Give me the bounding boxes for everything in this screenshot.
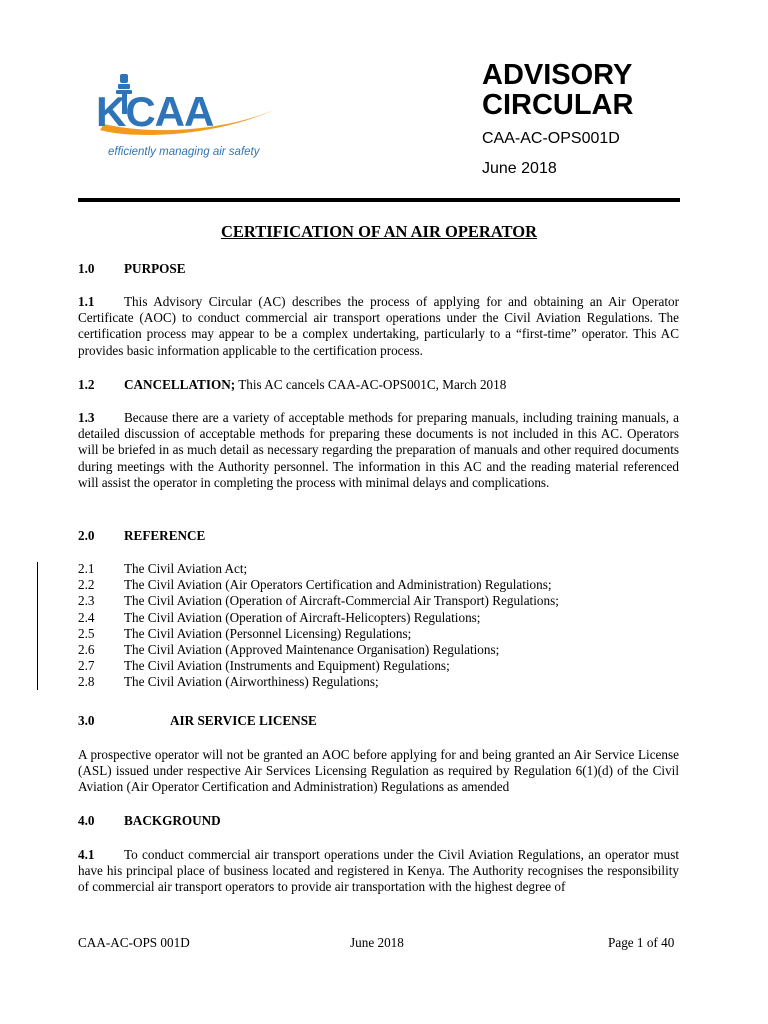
reference-number: 2.4	[78, 609, 95, 625]
reference-text: The Civil Aviation (Operation of Aircraft-Helicopters) Regulations;	[124, 609, 481, 625]
reference-text: The Civil Aviation Act;	[124, 561, 248, 576]
paragraph-number: 1.3	[78, 410, 95, 425]
section-title: REFERENCE	[124, 528, 206, 543]
paragraph-text: Because there are a variety of acceptable methods for preparing manuals, including training manuals, a detailed discussion of acceptable methods for preparing these documents is not included in this AC. Operators will be briefed in as much detail as necessary regarding the preparation of manuals and other required documents during meetings with the Authority personnel. The information in this AC and the reading material referenced will assist the operator in completing the process with minimal delays and complications.	[78, 410, 679, 490]
section-title: AIR SERVICE LICENSE	[170, 713, 317, 728]
document-title: CERTIFICATION OF AN AIR OPERATOR	[220, 222, 537, 241]
section-3-paragraph: A prospective operator will not be granted an AOC before applying for and being granted an Air Service License (ASL) issued under respective Air Services Licensing Regulation as required by Regulation 6(1)(d) of the Civil Aviation (Air Operator Certification and Administration) Regulations as amended	[78, 747, 679, 795]
reference-item	[78, 658, 679, 674]
reference-text: The Civil Aviation (Personnel Licensing) Regulations;	[124, 625, 412, 641]
reference-number: 2.2	[78, 577, 95, 593]
section-title: BACKGROUND	[124, 813, 221, 828]
reference-text: The Civil Aviation (Airworthiness) Regulations;	[124, 674, 379, 690]
change-bar	[37, 562, 38, 690]
reference-list	[78, 561, 679, 691]
reference-item	[78, 577, 679, 593]
logo-tagline: efficiently managing air safety	[108, 146, 260, 158]
reference-item	[78, 561, 679, 577]
footer-page-number: Page 1 of 40	[608, 935, 675, 950]
header-date: June 2018	[482, 160, 557, 177]
reference-number: 2.8	[78, 674, 95, 690]
reference-item	[78, 674, 679, 690]
reference-item	[78, 610, 679, 626]
paragraph-text: This AC cancels CAA-AC-OPS001C, March 2018	[235, 377, 507, 392]
paragraph-number: 1.2	[78, 377, 95, 392]
header-title-line1: ADVISORY	[482, 59, 633, 91]
kcaa-logo	[96, 70, 286, 165]
reference-item	[78, 593, 679, 609]
paragraph-number: 4.1	[78, 847, 95, 862]
header-code: CAA-AC-OPS001D	[482, 130, 620, 147]
paragraph-4-1	[78, 847, 679, 896]
reference-item	[78, 642, 679, 658]
section-number: 4.0	[78, 813, 95, 828]
footer-code: CAA-AC-OPS 001D	[78, 935, 190, 950]
section-number: 1.0	[78, 261, 95, 276]
reference-number: 2.6	[78, 642, 95, 658]
reference-text: The Civil Aviation (Operation of Aircraft-Commercial Air Transport) Regulations;	[124, 593, 559, 609]
section-number: 3.0	[78, 713, 95, 728]
paragraph-number: 1.1	[78, 294, 95, 309]
paragraph-text: This Advisory Circular (AC) describes the process of applying for and obtaining an Air Operator Certificate (AOC) to conduct commercial air transport operations under the Civil Aviation Regulations. The certification process may appear to be a complex undertaking, particularly to a “first-time” operator. This AC provides basic information applicable to the certification process.	[78, 294, 679, 358]
reference-text: The Civil Aviation (Instruments and Equipment) Regulations;	[124, 658, 450, 674]
header-title	[482, 60, 633, 120]
cancellation-label: CANCELLATION;	[124, 377, 236, 392]
reference-number: 2.5	[78, 625, 95, 641]
section-1-heading	[78, 261, 679, 277]
section-title: PURPOSE	[124, 261, 186, 276]
header-title-line2: CIRCULAR	[482, 89, 634, 121]
section-2-heading	[78, 528, 679, 544]
reference-item	[78, 626, 679, 642]
reference-number: 2.3	[78, 593, 95, 609]
paragraph-1-2	[78, 377, 679, 393]
reference-number: 2.7	[78, 658, 95, 674]
paragraph-1-1	[78, 294, 679, 359]
reference-number: 2.1	[78, 561, 95, 576]
section-4-heading	[78, 813, 679, 829]
paragraph-text: To conduct commercial air transport operations under the Civil Aviation Regulations, an operator must have his principal place of business located and registered in Kenya. The Authority recognises the responsibility of commercial air transport operators to provide air transportation with the highest degree of	[78, 847, 679, 895]
reference-text: The Civil Aviation (Approved Maintenance Organisation) Regulations;	[124, 642, 500, 658]
footer-date: June 2018	[350, 935, 404, 950]
logo-wordmark: KCAA	[96, 88, 214, 135]
header-rule	[78, 198, 680, 202]
section-3-heading	[78, 713, 679, 729]
section-number: 2.0	[78, 528, 95, 543]
paragraph-1-3	[78, 410, 679, 491]
reference-text: The Civil Aviation (Air Operators Certification and Administration) Regulations;	[124, 577, 552, 593]
